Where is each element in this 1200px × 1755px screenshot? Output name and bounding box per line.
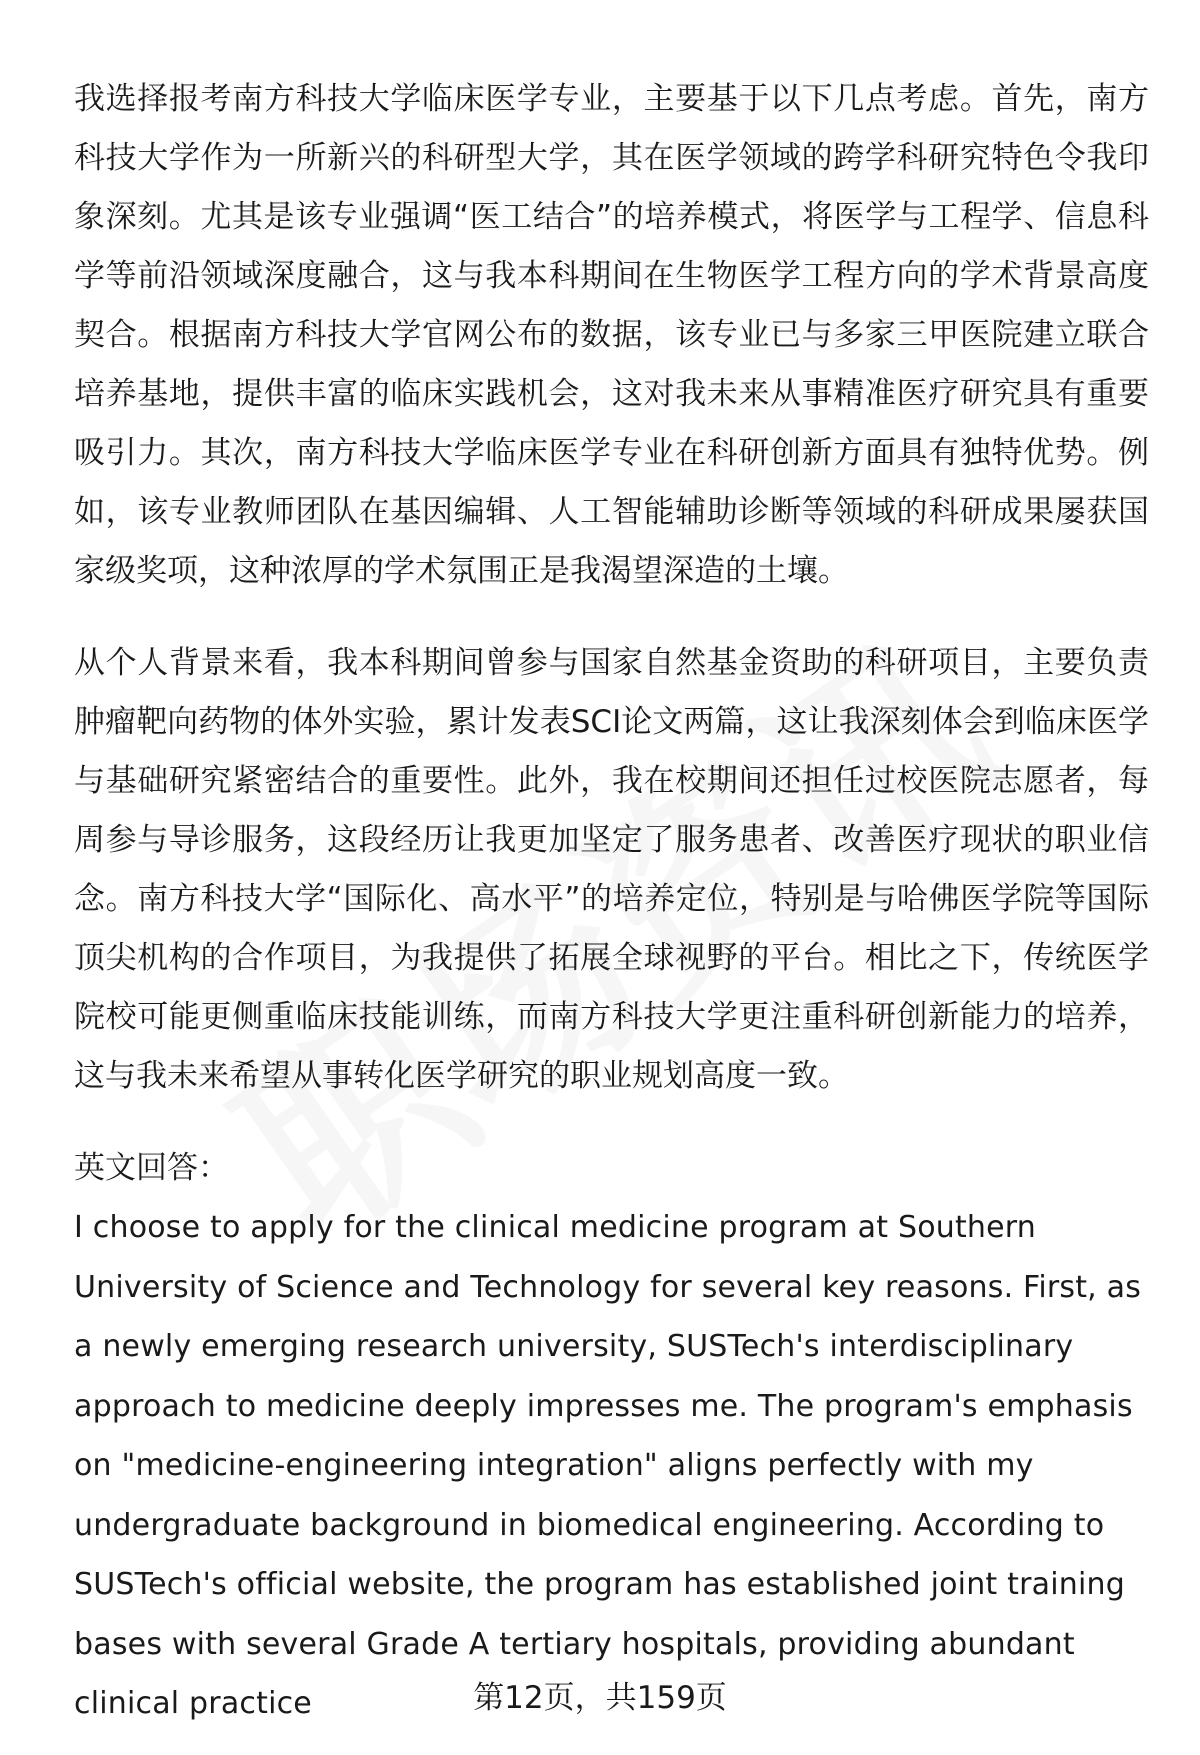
cn-paragraph-1: 我选择报考南方科技大学临床医学专业，主要基于以下几点考虑。首先，南方科技大学作为一所新兴的科研型大学，其在医学领域的跨学科研究特色令我印象深刻。尤其是该专业强调“医工结合”的培养模式，将医学与工程学、信息科学等前沿领域深度融合，这与我本科期间在生物医学工程方向的学术背景高度契合。根据南方科技大学官网公布的数据，该专业已与多家三甲医院建立联合培养基地，提供丰富的临床实践机会，这对我未来从事精准医疗研究具有重要吸引力。其次，南方科技大学临床医学专业在科研创新方面具有独特优势。例如，该专业教师团队在基因编辑、人工智能辅助诊断等领域的科研成果屡获国家级奖项，这种浓厚的学术氛围正是我渴望深造的土壤。 bbox=[74, 81, 1149, 589]
document-body bbox=[74, 70, 1149, 1734]
en-paragraph-1: I choose to apply for the clinical medicine program at Southern University of Science and Technology for several key reasons. First, as a newly emerging research university, SUSTech's interdisciplinary approach to medicine deeply impresses me. The program's emphasis on "medicine-engineering integration" aligns perfectly with my undergraduate background in biomedical engineering. According to SUSTech's official website, the program has established joint training bases with several Grade A tertiary hospitals, providing abundant clinical practice bbox=[74, 1210, 1142, 1721]
english-answer-label: 英文回答： bbox=[74, 1150, 229, 1186]
page-indicator: 第12页，共159页 bbox=[473, 1680, 727, 1716]
cn-paragraph-2: 从个人背景来看，我本科期间曾参与国家自然基金资助的科研项目，主要负责肿瘤靶向药物的体外实验，累计发表SCI论文两篇，这让我深刻体会到临床医学与基础研究紧密结合的重要性。此外，我在校期间还担任过校医院志愿者，每周参与导诊服务，这段经历让我更加坚定了服务患者、改善医疗现状的职业信念。南方科技大学“国际化、高水平”的培养定位，特别是与哈佛医学院等国际顶尖机构的合作项目，为我提供了拓展全球视野的平台。相比之下，传统医学院校可能更侧重临床技能训练，而南方科技大学更注重科研创新能力的培养，这与我未来希望从事转化医学研究的职业规划高度一致。 bbox=[74, 645, 1149, 1094]
